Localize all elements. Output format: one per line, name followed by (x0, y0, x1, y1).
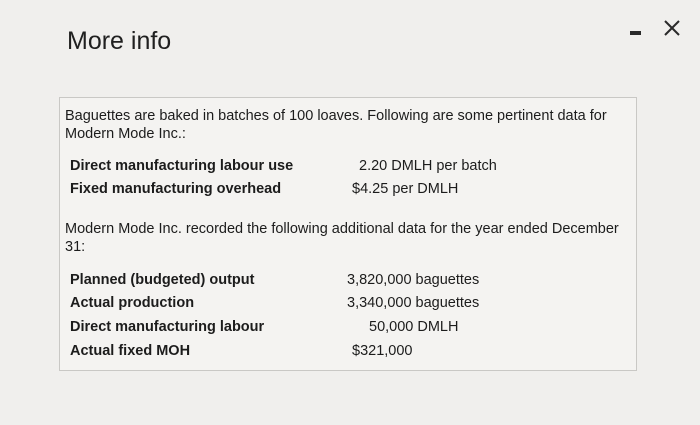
actual-label: Planned (budgeted) output (70, 272, 255, 288)
intro-text: Baguettes are baked in batches of 100 loaves. Following are some pertinent data for Modern Mode Inc.: (65, 108, 607, 142)
actual-value: 3,820,000 baguettes (347, 272, 480, 288)
dialog-title: More info (67, 27, 172, 55)
close-icon (660, 16, 684, 40)
actual-value: 50,000 DMLH (369, 319, 459, 335)
minimize-icon (630, 31, 641, 35)
additional-data-text: Modern Mode Inc. recorded the following additional data for the year ended December 31: (65, 221, 619, 255)
standard-value: 2.20 DMLH per batch (359, 158, 497, 174)
actual-label: Actual production (70, 295, 195, 311)
standard-label: Fixed manufacturing overhead (70, 181, 282, 197)
minimize-button[interactable] (626, 20, 644, 44)
standard-label: Direct manufacturing labour use (70, 158, 294, 174)
actual-value: 3,340,000 baguettes (347, 295, 480, 311)
standard-value: $4.25 per DMLH (352, 181, 459, 197)
actual-label: Actual fixed MOH (70, 343, 191, 359)
close-button[interactable] (660, 16, 684, 40)
info-panel (59, 97, 637, 371)
actual-label: Direct manufacturing labour (70, 319, 265, 335)
actual-value: $321,000 (352, 343, 413, 359)
